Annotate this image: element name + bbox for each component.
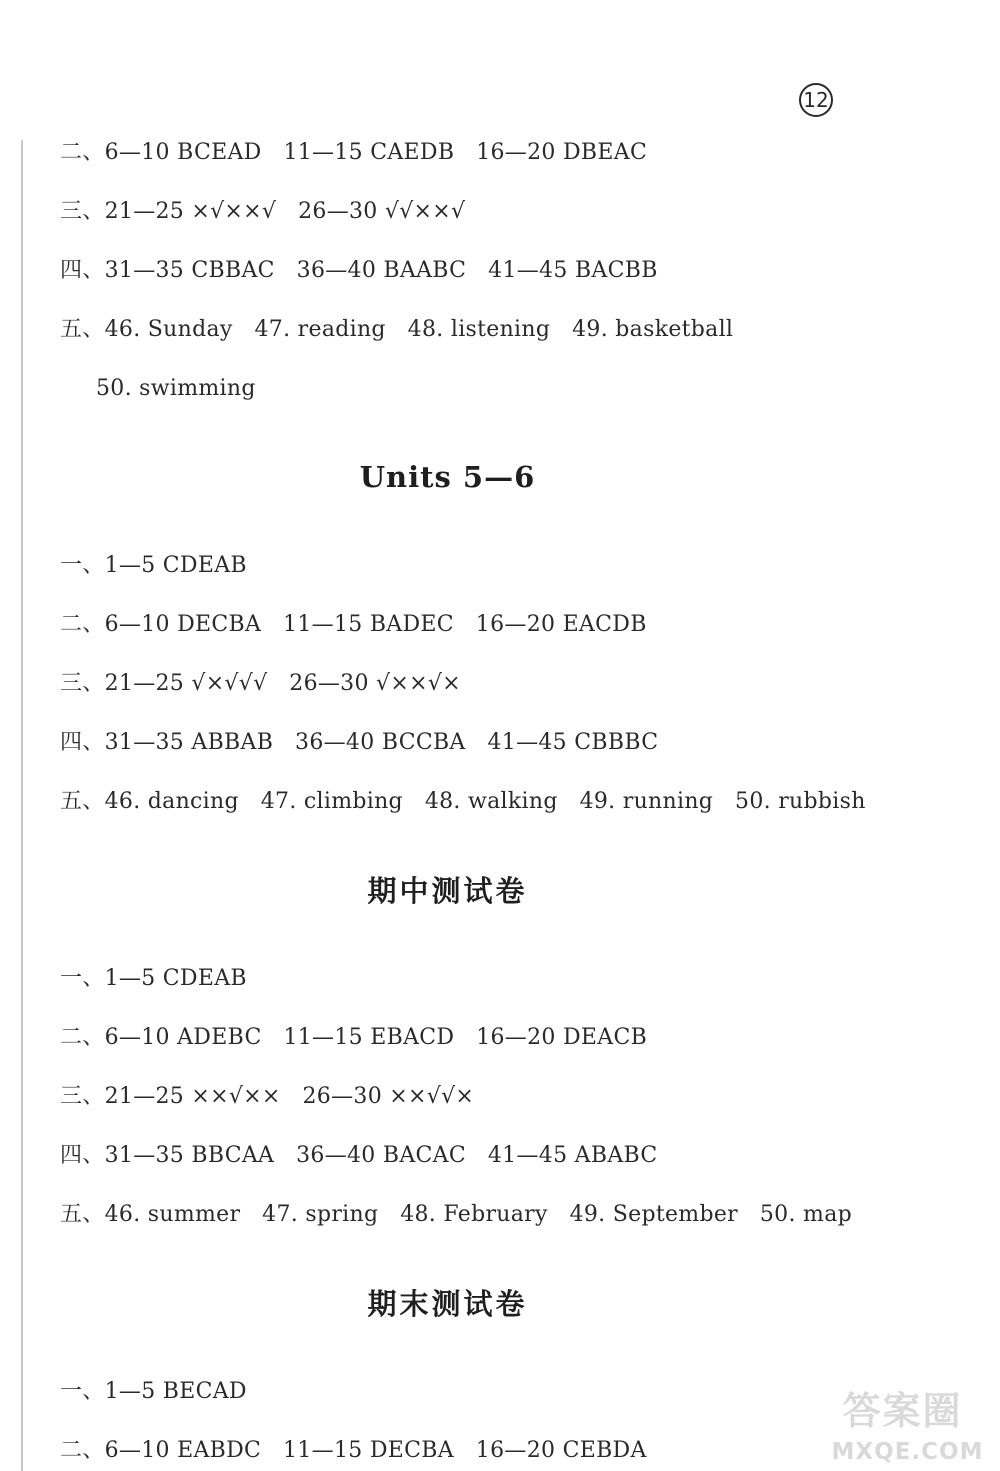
answer-line: 四、31—35 CBBAC 36—40 BAABC 41—45 BACBB xyxy=(60,258,658,283)
answer-line: 一、1—5 CDEAB xyxy=(60,553,247,578)
answer-line: 五、46. Sunday 47. reading 48. listening 49. basketball xyxy=(60,317,734,342)
answer-line: 四、31—35 BBCAA 36—40 BACAC 41—45 ABABC xyxy=(60,1143,658,1168)
answer-line: 五、46. dancing 47. climbing 48. walking 49. running 50. rubbish xyxy=(60,789,866,814)
answer-line: 二、6—10 EABDC 11—15 DECBA 16—20 CEBDA xyxy=(60,1438,647,1463)
answer-line: 50. swimming xyxy=(96,376,256,401)
section-title-units: Units 5—6 xyxy=(359,460,536,494)
watermark xyxy=(820,1385,1000,1471)
answer-line: 五、46. summer 47. spring 48. February 49. September 50. map xyxy=(60,1202,853,1227)
section-title-midterm: 期中测试卷 xyxy=(367,874,528,908)
watermark-logo: 答案圈 xyxy=(842,1389,963,1433)
answer-line: 三、21—25 ××√×× 26—30 ××√√× xyxy=(60,1084,475,1109)
answer-line: 一、1—5 BECAD xyxy=(60,1379,247,1404)
answer-line: 三、21—25 √×√√√ 26—30 √××√× xyxy=(60,671,461,696)
answer-line: 二、6—10 ADEBC 11—15 EBACD 16—20 DEACB xyxy=(60,1025,648,1050)
answer-line: 一、1—5 CDEAB xyxy=(60,966,247,991)
answer-line: 二、6—10 BCEAD 11—15 CAEDB 16—20 DBEAC xyxy=(60,140,648,165)
page-number: 12 xyxy=(803,88,829,112)
section-title-final: 期末测试卷 xyxy=(367,1287,528,1321)
answer-line: 三、21—25 ×√××√ 26—30 √√××√ xyxy=(60,199,466,224)
watermark-url: MXQE.COM xyxy=(831,1439,984,1465)
answer-line: 二、6—10 DECBA 11—15 BADEC 16—20 EACDB xyxy=(60,612,647,637)
answer-line: 四、31—35 ABBAB 36—40 BCCBA 41—45 CBBBC xyxy=(60,730,659,755)
margin-rule xyxy=(21,140,23,1471)
page-number-badge xyxy=(799,83,833,117)
